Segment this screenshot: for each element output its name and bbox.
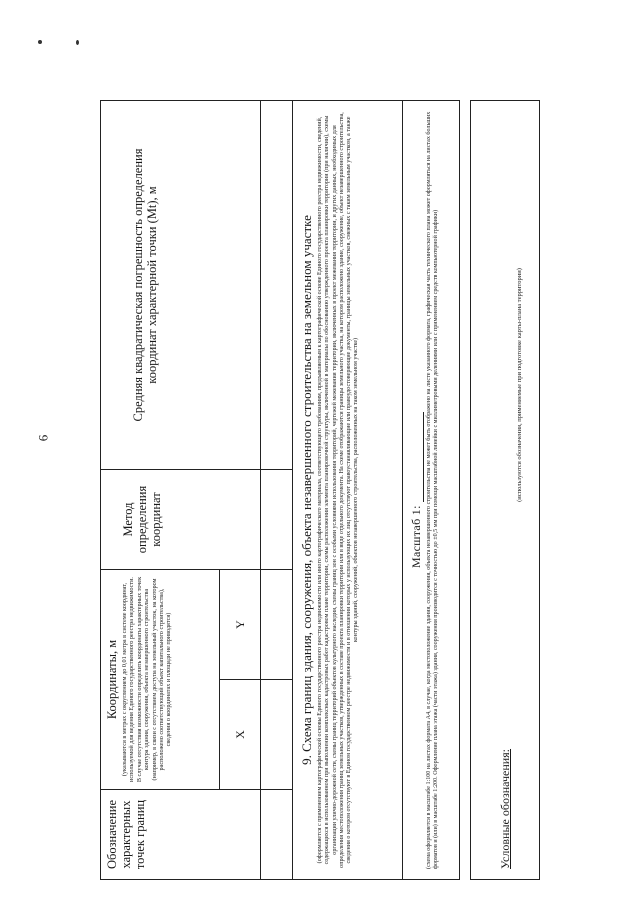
table-row [261, 101, 293, 879]
document-sheet [100, 100, 460, 880]
section-9-title: 9. Схема границ здания, сооружения, объекта незавершенного строительства на земельном участке [299, 215, 314, 765]
header-method [101, 469, 260, 569]
table-cell [261, 569, 292, 679]
header-coords-sub [220, 570, 260, 789]
header-x: X [220, 679, 260, 789]
table-cell [261, 101, 292, 469]
header-point [101, 789, 260, 879]
legend-hint: (используются обозначения, применяемые при подготовке карты-плана территории) [515, 268, 523, 502]
section-9-note: (оформляется с применением картографической основы Единого государственного реестра недвижимости или иного картографического материала, соответствующего требованиям, предъявляемым к картографической основе Единого государственного реестра недвижимости, сведений, содержащихся в использованном при выполнении комплексных кадастровых работ кадастровом плане территории, схемы расположения элемента планировочной структуры, включенной в материалы по обоснованию утвержденного проекта планировки территории (при наличии), схемы организации улично-дорожной сети, схемы границ территорий объектов культурного наследия, схемы границ зон с особыми условиями использования территорий, чертежей межевания территории, включенных в проект межевания территории, и других данных, необходимых для определения местоположения границ земельных участков, утвержденных в составе проекта планировки территории или в виде отдельного документа. На схеме отображаются границы земельного участка, на котором расположено здание, сооружение, объект незавершенного строительства, сведения о котором отсутствуют в Едином государственном реестре недвижимости и в отношении которых у использующих их лиц отсутствуют правоустанавливающие или правоудостоверяющие документы, границы земельных участков, смежных с таким земельным участком, а также контуры зданий, сооружений, объектов незавершенного строительства, расположенных на таком земельном участке) [317, 112, 360, 868]
header-coords-label: Координаты, м [105, 639, 119, 720]
legend-label: Условные обозначения: [497, 748, 512, 869]
scale-blank [413, 412, 424, 502]
scale-title [409, 101, 424, 879]
section-9 [293, 101, 403, 879]
page-number: 6 [35, 434, 51, 442]
scale-label: Масштаб 1: [409, 505, 423, 569]
table-header [101, 101, 261, 879]
header-accuracy-label: Средняя квадратическая погрешность определения координат характерной точки (Mt), м [131, 148, 159, 422]
header-coords [101, 569, 260, 789]
header-y: Y [232, 620, 247, 629]
header-point-label: Обозначение характерных точек границ [105, 799, 147, 870]
table-cell [261, 679, 292, 789]
header-method-label: Метод определения координат [121, 485, 163, 554]
legend-block [470, 100, 540, 880]
scale-block [403, 101, 461, 879]
scale-note: (схема оформляется в масштабе 1:100 на листах формата А4, в случае, когда местоположение здания, сооружения, объекта незавершенного строительства не может быть отображено на листе указанного формата, графическая часть технического плана может оформляться на листах больших форматов и (или) в масштабе 1:200. Оформление плана этажа (части этажа) здания, сооружения производится с точностью до ±0,5 мм при помощи масштабной линейки с миллиметровыми делениями или с применением средств компьютерной графики) [426, 111, 440, 869]
table-cell [261, 469, 292, 569]
header-coords-note: (указываются в метрах с округлением до 0,01 метра в системе координат, используемой для ведения Единого государственного реестра недвижимости. В случае отсутствия возможности определить координаты характерных точек контура здания, сооружения, объекта незавершенного строительства (например, в связи с отсутствием доступа на земельный участок, на котором расположено соответствующий объект капитального строительства), сведения о координатах и площади не приводятся) [121, 576, 173, 783]
scan-speck [76, 40, 79, 45]
header-coords-top [101, 570, 220, 789]
scan-speck [38, 40, 42, 44]
header-accuracy [101, 101, 260, 469]
table-cell [261, 789, 292, 879]
